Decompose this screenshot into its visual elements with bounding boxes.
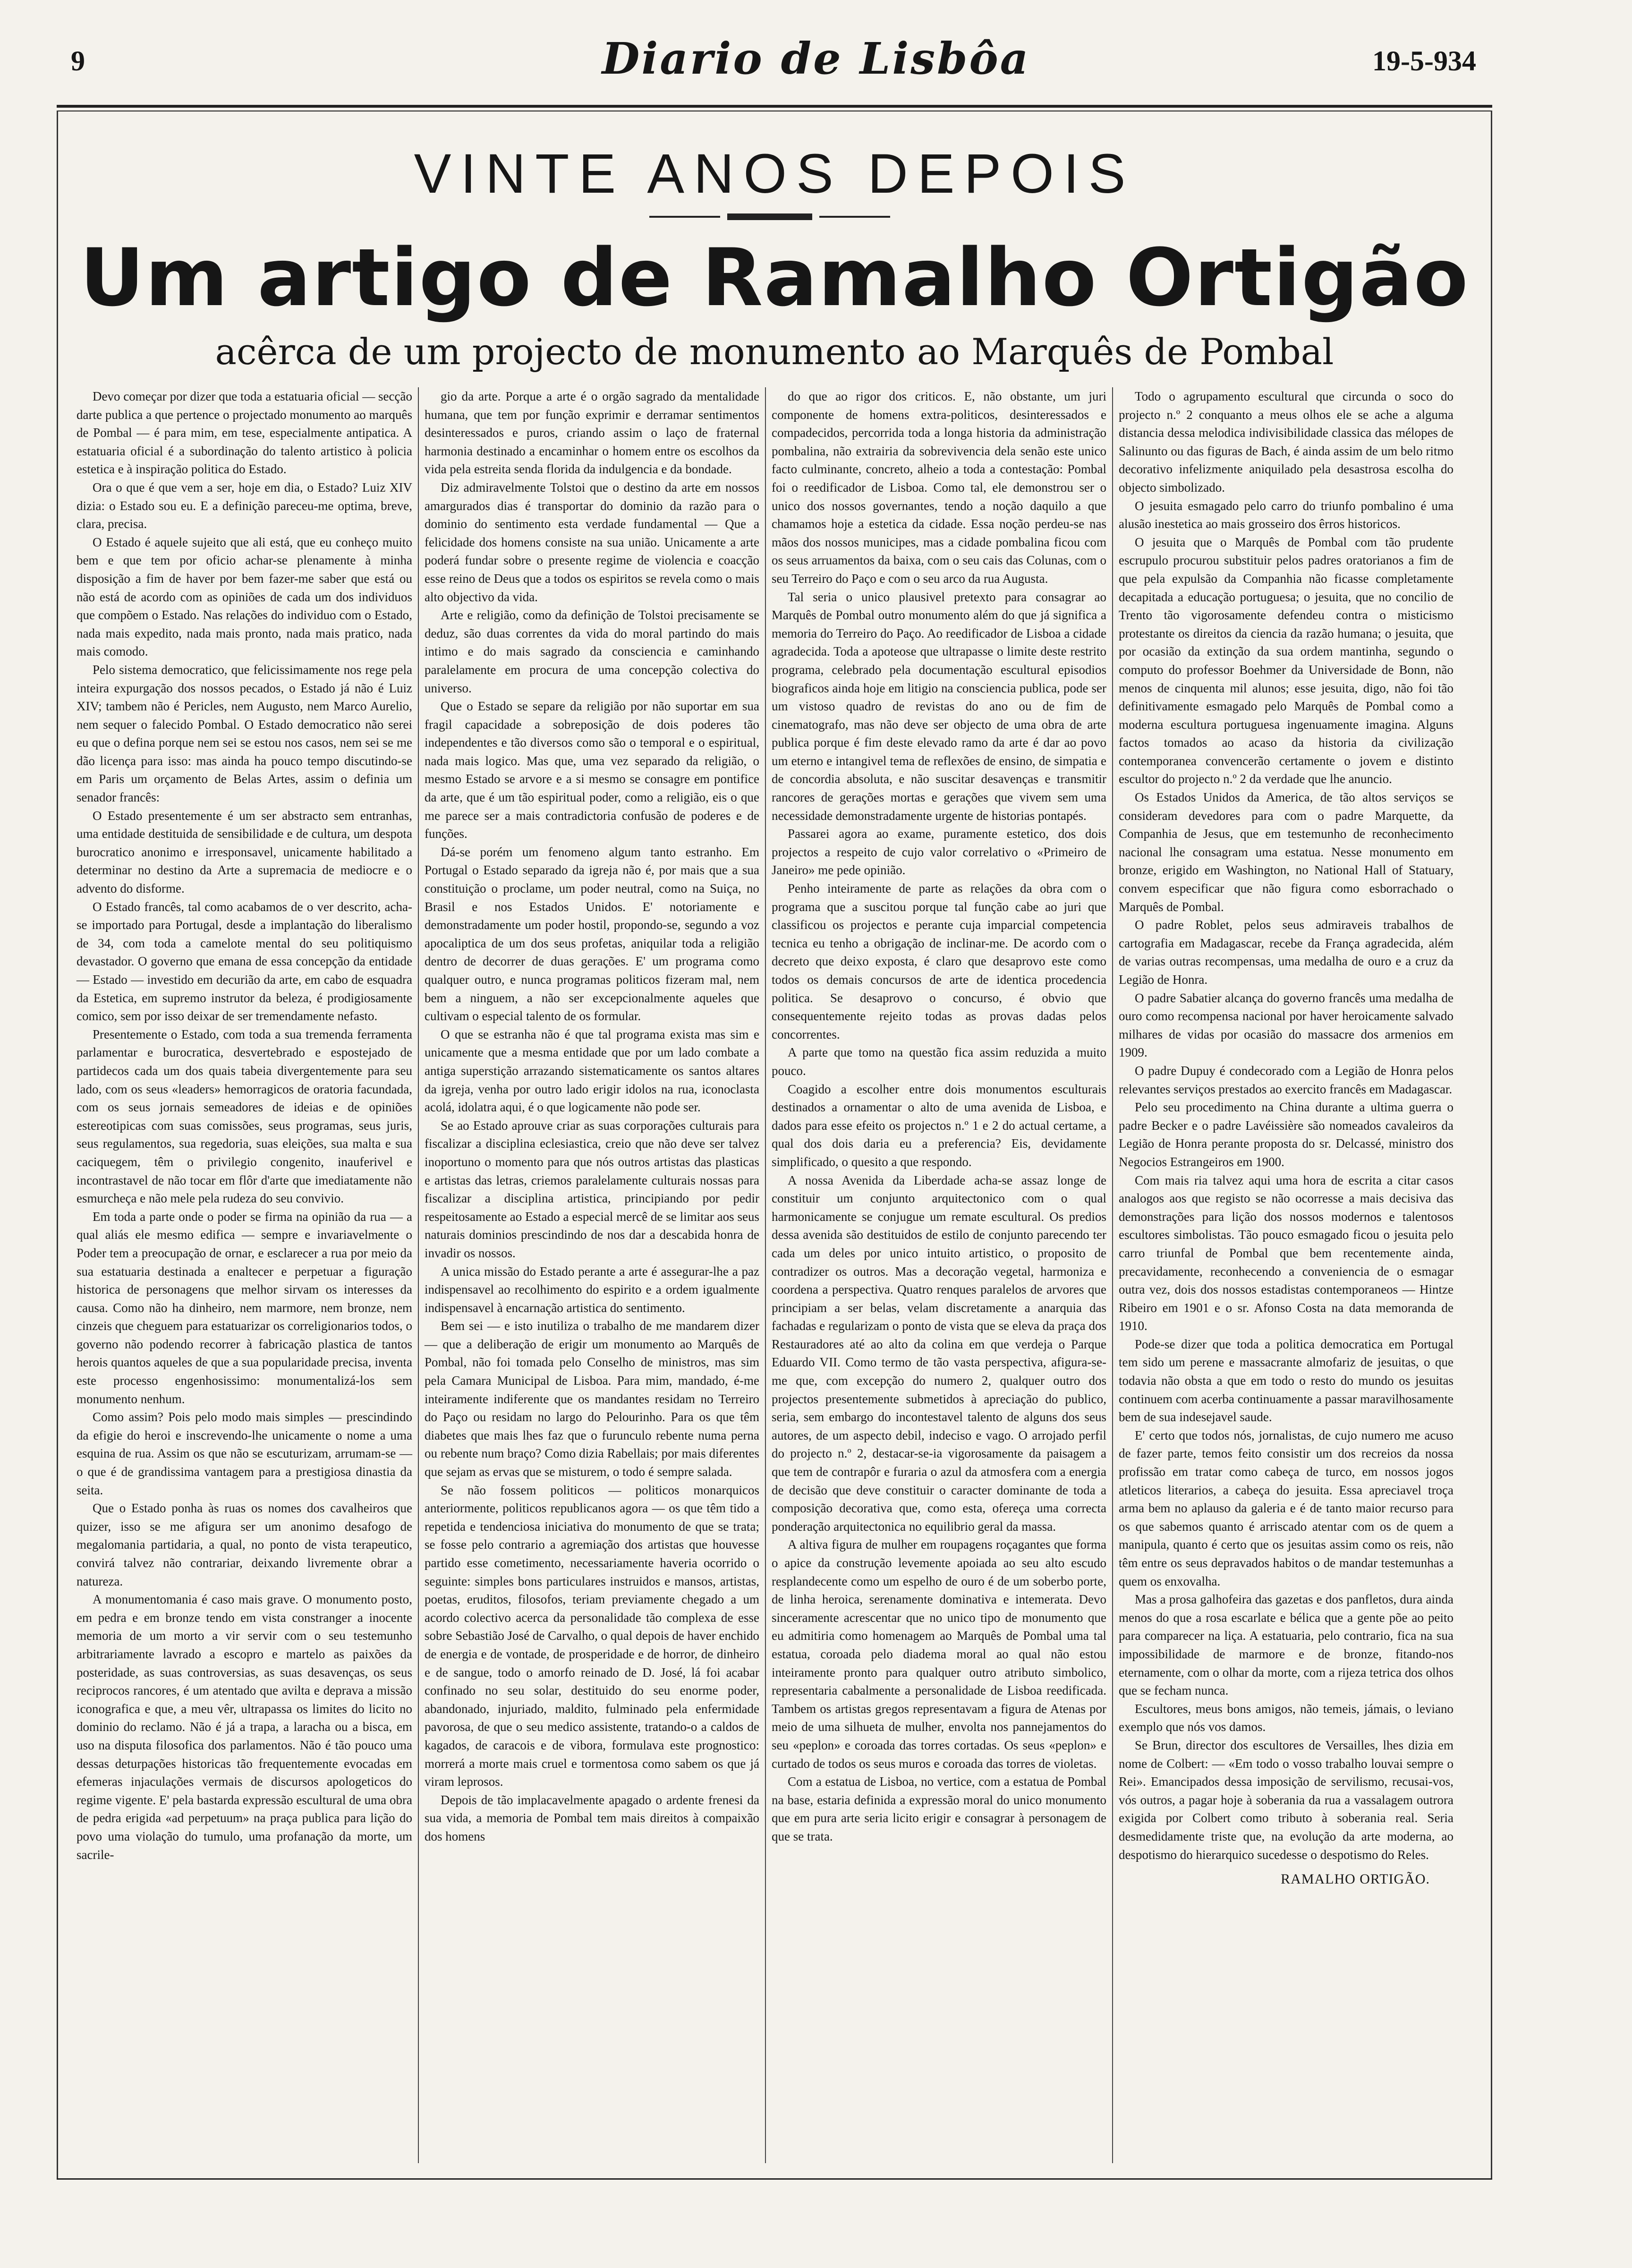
- article-paragraph: Escultores, meus bons amigos, não temeis, jámais, o leviano exemplo que nós vos damos.: [1119, 1701, 1454, 1734]
- article-paragraph: O que se estranha não é que tal programa exista mas sim e unicamente que a mesma entidade que por um lado combate a antiga superstição arrazando sistematicamente os santos altares da igreja, venha por outro lado erigir idolos na rua, iconoclasta acolá, idolatra aqui, é o que logicamente não pode ser.: [425, 1027, 759, 1115]
- author-signature: RAMALHO ORTIGÃO.: [1281, 1871, 1430, 1887]
- article-paragraph: Pelo sistema democratico, que felicissimamente nos rege pela inteira expurgação dos nossos pecados, o Estado já não é Luiz XIV; tambem não é Pericles, nem Augusto, nem Marco Aurelio, nem sequer o falecido Pombal. O Estado democratico não serei eu que o defina porque nem sei se estou nos casos, nem sei se me dão licença para isso: mas ainda ha pouco tempo discutindo-se em Paris um orçamento de Belas Artes, assim o definia um senador francês:: [76, 662, 412, 805]
- article-paragraph: Se não fossem politicos — politicos monarquicos anteriormente, politicos republicanos agora — os que têm tido a repetida e tendenciosa iniciativa do monumento de que se trata; se fosse pelo contrario a agremiação dos artistas que houvesse partido esse cometimento, necessariamente haveria ocorrido o seguinte: simples bons particulares instruidos e mansos, artistas, poetas, eruditos, filosofos, teriam previamente chegado a um acordo colectivo acerca da personalidade tão complexa de esse sobre Sebastião José de Carvalho, o qual depois de haver enchido de energia e de vontade, de prosperidade e de horror, de dinheiro e de sangue, todo o amorfo reinado de D. José, lá foi acabar confinado no seu solar, destituido do seu enorme poder, abandonado, injuriado, maldito, fulminado pela enfermidade pavorosa, de que o seu medico assistente, tratando-o a caldos de kagados, de caracois e de vibora, formulava este prognostico: morrerá a morte mais cruel e tormentosa como sabem os que já viram leprosos.: [425, 1483, 759, 1789]
- article-paragraph: Diz admiravelmente Tolstoi que o destino da arte em nossos amargurados dias é transportar do dominio da razão para o dominio do sentimento esta verdade fundamental — Que a felicidade dos homens consiste na sua união. Unicamente a arte poderá fundar sobre o presente regime de violencia e coacção esse reino de Deus que a todos os espiritos se revela como o mais alto objectivo da vida.: [425, 480, 759, 604]
- article-column-1: [71, 387, 418, 2163]
- article-paragraph: Com mais ria talvez aqui uma hora de escrita a citar casos analogos aos que registo se não ocorresse a mais decisiva das demonstrações para lição dos nossos modernos e talentosos escultores simbolistas. Tão pouco esmagado ficou o jesuita pelo carro triunfal de Pombal que bem recentemente ainda, precavidamente, reconhecendo a conveniencia de o esmagar outra vez, dois dos nossos estadistas contemporaneos — Hintze Ribeiro em 1901 e o sr. Afonso Costa na data memoranda de 1910.: [1119, 1173, 1454, 1333]
- issue-date: 19-5-934: [1372, 45, 1476, 77]
- article-paragraph: Pelo seu procedimento na China durante a ultima guerra o padre Becker e o padre Lavéissière são nomeados cavaleiros da Legião de Honra perante proposta do sr. Delcassé, ministro dos Negocios Estrangeiros em 1900.: [1119, 1100, 1454, 1169]
- article-body: [71, 387, 1483, 2163]
- frame-right-border: [1491, 111, 1492, 2179]
- article-paragraph: gio da arte. Porque a arte é o orgão sagrado da mentalidade humana, que tem por função exprimir e derramar sentimentos desinteressados e puros, criando assim o laço de fraternal harmonia destinado a encaminhar o homem entre os escolhos da vida pela estreita senda florida da indulgencia e da bondade.: [425, 389, 759, 477]
- article-paragraph: O Estado presentemente é um ser abstracto sem entranhas, uma entidade destituida de sensibilidade e de cultura, um despota burocratico anonimo e irresponsavel, unicamente habilitado a determinar no destino da Arte a supremacia de mediocre e o advento do disforme.: [76, 808, 412, 896]
- article-column-3: [765, 387, 1112, 2163]
- article-paragraph: Passarei agora ao exame, puramente estetico, dos dois projectos a respeito de cujo valor correlativo o «Primeiro de Janeiro» me pede opinião.: [772, 827, 1106, 878]
- article-paragraph: Com a estatua de Lisboa, no vertice, com a estatua de Pombal na base, estaria definida a expressão moral do unico monumento que em pura arte seria licito erigir e consagrar à personagem de que se trata.: [772, 1774, 1106, 1843]
- article-paragraph: A altiva figura de mulher em roupagens roçagantes que forma o apice da construção levemente apoiada ao seu alto escudo resplandecente como um espelho de ouro é de um soberbo porte, de linha heroica, serenamente dominativa e intemerata. Devo sinceramente acrescentar que no unico tipo de monumento que eu admitiria como homenagem ao Marquês de Pombal uma tal estatua, coroada pelo diadema moral ao qual não estou inteiramente pronto para qualquer outro atributo simbolico, representaria cabalmente a personalidade de Lisboa reedificada. Tambem os artistas gregos representavam a figura de Atenas por meio de uma silhueta de mulher, envolta nos pannejamentos do seu «peplon» e coroada das torres cortadas. Os seus «peplon» e curtado de todos os seus muros e coroada das torres de violetas.: [772, 1537, 1106, 1771]
- ornament-divider: [727, 213, 812, 220]
- article-paragraph: Presentemente o Estado, com toda a sua tremenda ferramenta parlamentar e burocratica, desvertebrado e espostejado de partidecos cada um dos quais tabeia divergentemente para seu lado, com os seus «leaders» hemorragicos de oratoria facundada, com os seus jornais semeadores de ideias e de opiniões estereotipicas com suas comissões, seus programas, seus juris, seus regulamentos, sua regedoria, suas eleições, sua malta e sua caciquegem, têm o privilegio congenito, inauferivel e incontrastavel de não tocar em flôr d'arte que imediatamente não esmurcheça e não mele pela rudeza do seu convivio.: [76, 1027, 412, 1206]
- article-paragraph: Arte e religião, como da definição de Tolstoi precisamente se deduz, são duas correntes da vida do moral partindo do mais intimo e do mais sagrado da consciencia e caminhando paralelamente em procura de uma concepção colectiva do universo.: [425, 608, 759, 695]
- article-paragraph: Que o Estado ponha às ruas os nomes dos cavalheiros que quizer, isso se me afigura ser um anonimo desafogo de megalomania partidaria, a qual, no ponto de vista terapeutico, convirá talvez não contrariar, deixando livremente obrar a natureza.: [76, 1501, 412, 1588]
- page-number: 9: [71, 45, 85, 77]
- article-paragraph: A parte que tomo na questão fica assim reduzida a muito pouco.: [772, 1045, 1106, 1078]
- frame-left-border: [57, 111, 58, 2179]
- article-paragraph: Como assim? Pois pelo modo mais simples — prescindindo da efigie do heroi e inscrevendo-lhe unicamente o nome a uma esquina de rua. Assim os que não se escuturizam, arrumam-se — o que é de grandissima vantagem para a prestigiosa dinastia da seita.: [76, 1410, 412, 1497]
- article-paragraph: Ora o que é que vem a ser, hoje em dia, o Estado? Luiz XIV dizia: o Estado sou eu. E a definição pareceu-me optima, breve, clara, precisa.: [76, 480, 412, 531]
- article-paragraph: Os Estados Unidos da America, de tão altos serviços se consideram devedores para com o padre Marquette, da Companhia de Jesus, que em testemunho de reconhecimento nacional lhe consagram uma estatua. Nesse monumento em bronze, erigido em Washington, no National Hall of Statuary, convem especificar que não figura como esborrachado o Marquês de Pombal.: [1119, 790, 1454, 914]
- article-kicker: VINTE ANOS DEPOIS: [414, 143, 1135, 205]
- masthead-rule: [57, 105, 1492, 108]
- article-paragraph: A monumentomania é caso mais grave. O monumento posto, em pedra e em bronze tendo em vista constranger a inocente memoria de um morto a vir servir com o seu testemunho arbitrariamente lavrado a escopro e martelo as paixões da posteridade, as suas controversias, as suas desavenças, os seus reciprocos rancores, é um atentado que avilta e deprava a missão iconografica e que, a meu vêr, ultrapassa os limites do licito no dominio do reclamo. Não é já a trapa, a laracha ou a bisca, em uso na disputa filosofica dos parlamentos. Não é tão pouco uma dessas deturpações historicas tão frequentemente evocadas em efemeras injaculações vermais de discursos apologeticos do regime vigente. E' pela bastarda expressão escultural de uma obra de pedra erigida «ad perpetuum» na praça publica para lição do povo uma violação do tumulo, uma profanação da morte, um sacrile-: [76, 1592, 412, 1862]
- article-paragraph: O Estado francês, tal como acabamos de o ver descrito, acha-se importado para Portugal, desde a implantação do liberalismo de 34, com toda a camelote mental do seu politiquismo devastador. O governo que emana de essa concepção da entidade — Estado — investido em decurião da arte, em cabo de esquadra da Estetica, em supremo instrutor da beleza, é prodigiosamente comico, sem por isso deixar de ser tremendamente nefasto.: [76, 899, 412, 1023]
- article-paragraph: Se ao Estado aprouve criar as suas corporações culturais para fiscalizar a disciplina eclesiastica, creio que não deve ser talvez inoportuno o momento para que nós outros artistas das plasticas e artistas das letras, criemos paralelamente culturais nossas para fiscalizar a disciplina artistica, principiando por pedir respeitosamente ao Estado a especial mercê de se limitar aos seus naturais dominios prescindindo de nos dar a descabida honra de invadir os nossos.: [425, 1118, 759, 1260]
- article-paragraph: E' certo que todos nós, jornalistas, de cujo numero me acuso de fazer parte, temos feito consistir um dos recreios da nossa profissão em tratar como cabeça de turco, em nossos jogos atleticos literarios, a cabeça do jesuita. Essa apreciavel troça arma bem no aplauso da galeria e é de tanto maior recurso para os que sabemos quanto é arriscado atentar com os de quem a manipula, quanto é certo que os jesuitas assim como os reis, não têm entre os seus depravados habitos o de mandar testemunhas a quem os enxovalha.: [1119, 1428, 1454, 1588]
- article-paragraph: A nossa Avenida da Liberdade acha-se assaz longe de constituir um conjunto arquitectonico com o qual harmonicamente se conjugue um remate escultural. Os predios dessa avenida são destituidos de estilo de conjunto parecendo ter cada um deles por unico intuito artistico, o proposito de contradizer os outros. Mas a decoração vegetal, harmoniza e coordena a perspectiva. Quatro renques paralelos de arvores que principiam a ser belas, velam discretamente a anarquia das fachadas e regularizam o ponto de vista que se eleva da praça dos Restauradores até ao alto da colina em que verdeja o Parque Eduardo VII. Como termo de tão vasta perspectiva, afigura-se-me que, com excepção do numero 2, qualquer outro dos projectos presentemente submetidos à apreciação do publico, seria, sem embargo do incontestavel talento de alguns dos seus autores, de um aspecto debil, indeciso e vago. O arrojado perfil do projecto n.º 2, destacar-se-ia vigorosamente da paisagem a que tem de contrapôr e furaria o azul da atmosfera com a energia de decisão que deve constituir o caracter dominante de toda a composição decorativa que, como esta, ofereça uma correcta ponderação arquitectonica no equilibrio geral da massa.: [772, 1173, 1106, 1534]
- article-paragraph: Tal seria o unico plausivel pretexto para consagrar ao Marquês de Pombal outro monumento além do que já significa a memoria do Terreiro do Paço. Ao reedificador de Lisboa a cidade agradecida. Toda a apoteose que ultrapasse o limite deste restrito programa, celebrado pela documentação escultural episodios biograficos ainda hoje em litigio na consciencia publica, pode ser um vistoso quadro de revistas do ano ou de fim de cinematografo, mas não deve ser objecto de uma obra de arte publica porque é fim deste elevado ramo da arte é dar ao povo um eterno e intangivel tema de reflexões de ensino, de simpatia e de concordia absoluta, e não suscitar desavenças e transmitir rancores de gerações mortas e gerações que vivem sem uma necessidade demonstradamente urgente de historias pontapés.: [772, 589, 1106, 823]
- article-paragraph: O padre Sabatier alcança do governo francês uma medalha de ouro como recompensa nacional por haver heroicamente salvado milhares de vidas por ocasião do massacre dos armenios em 1909.: [1119, 990, 1454, 1060]
- newspaper-name: Diario de Lisbôa: [602, 33, 1030, 84]
- article-column-2: [418, 387, 765, 2163]
- article-paragraph: Pode-se dizer que toda a politica democratica em Portugal tem sido um perene e massacrante almofariz de jesuitas, o que todavia não obsta a que em todo o resto do mundo os jesuitas continuem com acerba continuamente a passar maravilhosamente bem de sua indesejavel saude.: [1119, 1337, 1454, 1424]
- article-paragraph: Em toda a parte onde o poder se firma na opinião da rua — a qual aliás ele mesmo edifica — sempre e invariavelmente o Poder tem a preocupação de ornar, e esclarecer a rua por meio da sua estatuaria destinada a enaltecer e perpetuar a figuração historica de personagens que melhor sirvam os interesses da causa. Como não ha dinheiro, nem marmore, nem bronze, nem cinzeis que cheguem para estatuarizar os correligionarios todos, o governo não podendo recorrer à fabricação plastica de tantos herois quantos aqueles de que a sua popularidade precisa, inventa este processo engenhosissimo: monumentalizá-los sem monumento nenhum.: [76, 1209, 412, 1406]
- article-paragraph: O padre Dupuy é condecorado com a Legião de Honra pelos relevantes serviços prestados ao exercito francês em Madagascar.: [1119, 1063, 1454, 1096]
- article-headline: Um artigo de Ramalho Ortigão: [80, 231, 1469, 324]
- article-paragraph: do que ao rigor dos criticos. E, não obstante, um juri componente de homens extra-politicos, desinteressados e compadecidos, percorrida toda a longa historia da administração pombalina, não extrairia da sobrevivencia dela senão este unico facto culminante, concreto, alheio a toda a contestação: Pombal foi o reedificador de Lisboa. Como tal, ele demonstrou ser o unico dos nossos governantes, tendo a noção daquilo a que chamamos hoje a estetica da cidade. Essa noção perdeu-se nas mãos dos nossos municipes, mas a cidade pombalina ficou com os seus arruamentos da baixa, com o seu cais das Colunas, com o seu Terreiro do Paço e com o seu arco da rua Augusta.: [772, 389, 1106, 586]
- article-paragraph: Que o Estado se separe da religião por não suportar em sua fragil capacidade a sobreposição de dois poderes tão independentes e tão diversos como são o temporal e o espiritual, nada mais logico. Mas que, uma vez separado da religião, o mesmo Estado se arvore e a si mesmo se consagre em pontifice da arte, que é um tão espiritual poder, como a religião, eis o que me parece ser a mais contradictoria confusão de poderes e de funções.: [425, 699, 759, 841]
- article-paragraph: Coagido a escolher entre dois monumentos esculturais destinados a ornamentar o alto de uma avenida de Lisboa, e dados para esse efeito os projectos n.º 1 e 2 do actual certame, a qual dos dois daria eu a preferencia? Eis, devidamente simplificado, o quesito a que respondo.: [772, 1082, 1106, 1169]
- article-paragraph: A unica missão do Estado perante a arte é assegurar-lhe a paz indispensavel ao recolhimento do espirito e a ordem igualmente indispensavel à encarnação artistica do sentimento.: [425, 1264, 759, 1315]
- article-paragraph: O padre Roblet, pelos seus admiraveis trabalhos de cartografia em Madagascar, recebe da França agradecida, além de varias outras recompensas, uma medalha de ouro e a cruz da Legião de Honra.: [1119, 918, 1454, 987]
- page-bottom-rule: [57, 2178, 1492, 2180]
- article-paragraph: Depois de tão implacavelmente apagado o ardente frenesi da sua vida, a memoria de Pombal tem mais direitos à compaixão dos homens: [425, 1792, 759, 1843]
- article-paragraph: Dá-se porém um fenomeno algum tanto estranho. Em Portugal o Estado separado da igreja não é, por mais que a sua constituição o proclame, um poder neutral, como na Suiça, no Brasil e nos Estados Unidos. E' notoriamente e demonstradamente um poder hostil, propondo-se, segundo a voz apocaliptica de um dos seus profetas, aniquilar toda a religião dentro de decorrer de duas gerações. E' um programa como qualquer outro, e nunca programas politicos fizeram mal, nem bem a ninguem, a não ser excepcionalmente aqueles que cultivam o especial talento de os formular.: [425, 844, 759, 1023]
- article-paragraph: Bem sei — e isto inutiliza o trabalho de me mandarem dizer — que a deliberação de erigir um monumento ao Marquês de Pombal, não foi tomada pelo Conselho de ministros, mas sim pela Camara Municipal de Lisboa. Para mim, mandado, é-me inteiramente indiferente que os mandantes residam no Terreiro do Paço ou residam no largo do Pelourinho. Para os que têm diabetes que mais lhes faz que o furunculo rebente numa perna ou rebente num braço? Como dizia Rabellais; por mais diferentes que sejam as ervas que se misturem, o todo é sempre salada.: [425, 1319, 759, 1479]
- article-subtitle: acêrca de um projecto de monumento ao Marquês de Pombal: [215, 331, 1334, 373]
- article-paragraph: O jesuita esmagado pelo carro do triunfo pombalino é uma alusão inestetica ao mais grosseiro dos êrros historicos.: [1119, 498, 1454, 531]
- article-column-4: [1112, 387, 1459, 2163]
- masthead: [0, 0, 1632, 128]
- article-paragraph: Mas a prosa galhofeira das gazetas e dos panfletos, dura ainda menos do que a rosa escarlate e bélica que a gente põe ao peito para comparecer na liça. A estatuaria, pelo contrario, fica na sua impossibilidade de marmore e de bronze, fitando-nos eternamente, com o olhar da morte, com a rijeza tetrica dos olhos que se fecham nunca.: [1119, 1592, 1454, 1698]
- article-paragraph: O jesuita que o Marquês de Pombal com tão prudente escrupulo procurou substituir pelos padres oratorianos a fim de que pela expulsão da Companhia não ficasse completamente decapitada a educação portuguesa; o jesuita, que no concilio de Trento tão vigorosamente defendeu contra o misticismo protestante os direitos da ciencia da razão humana; o jesuita, que por ocasião da extinção da sua ordem mantinha, segundo o computo do professor Boehmer da Universidade de Bonn, não menos de cinquenta mil alunos; esse jesuita, digo, não foi tão definitivamente esmagado pelo Marquês de Pombal como a moderna escultura portuguesa ingenuamente imagina. Alguns factos tomados ao acaso da historia da civilização contemporanea convencerão certamente o jovem e distinto escultor do projecto n.º 2 da verdade que lhe anuncio.: [1119, 535, 1454, 786]
- article-paragraph: Todo o agrupamento escultural que circunda o soco do projecto n.º 2 conquanto a meus olhos ele se ache a alguma distancia dessa melodica indivisibilidade classica das mélopes de Salinunto ou das figuras de Bach, é ainda assim de um belo ritmo decorativo infelizmente aniquilado pela desastrosa escolha do objecto simbolizado.: [1119, 389, 1454, 495]
- article-paragraph: Devo começar por dizer que toda a estatuaria oficial — secção darte publica a que pertence o projectado monumento ao marquês de Pombal — é para mim, em tese, especialmente antipatica. A estatuaria oficial é a subordinação do talento artistico à policia estetica e à inspiração politica do Estado.: [76, 389, 412, 477]
- article-paragraph: O Estado é aquele sujeito que ali está, que eu conheço muito bem e que tem por oficio achar-se plenamente à minha disposição a fim de haver por bem fazer-me saber que está ou não está de acordo com as opiniões de cada um dos individuos que compõem o Estado. Nas relações do individuo com o Estado, nada mais expedito, nada mais pronto, nada mais pratico, nada mais comodo.: [76, 535, 412, 659]
- article-paragraph: Se Brun, director dos escultores de Versailles, lhes dizia em nome de Colbert: — «Em todo o vosso trabalho louvai sempre o Rei». Emancipados dessa imposição de servilismo, recusai-vos, vós outros, a pagar hoje à soberania da rua a vassalagem outrora exigida por Colbert como tributo à soberania real. Seria desmedidamente triste que, na evolução da arte moderna, ao despotismo do hierarquico sucedesse o despotismo do Reles.: [1119, 1738, 1454, 1862]
- article-paragraph: Penho inteiramente de parte as relações da obra com o programa que a suscitou porque tal função cabe ao juri que classificou os projectos e perante cuja imparcial competencia tecnica eu tenho a obrigação de inclinar-me. De acordo com o decreto que deixo exposta, é claro que desaprovo este como todos os demais concursos de arte de identica procedencia politica. Se desaprovo o concurso, é obvio que consequentemente rejeito todas as provas dadas pelos concorrentes.: [772, 881, 1106, 1041]
